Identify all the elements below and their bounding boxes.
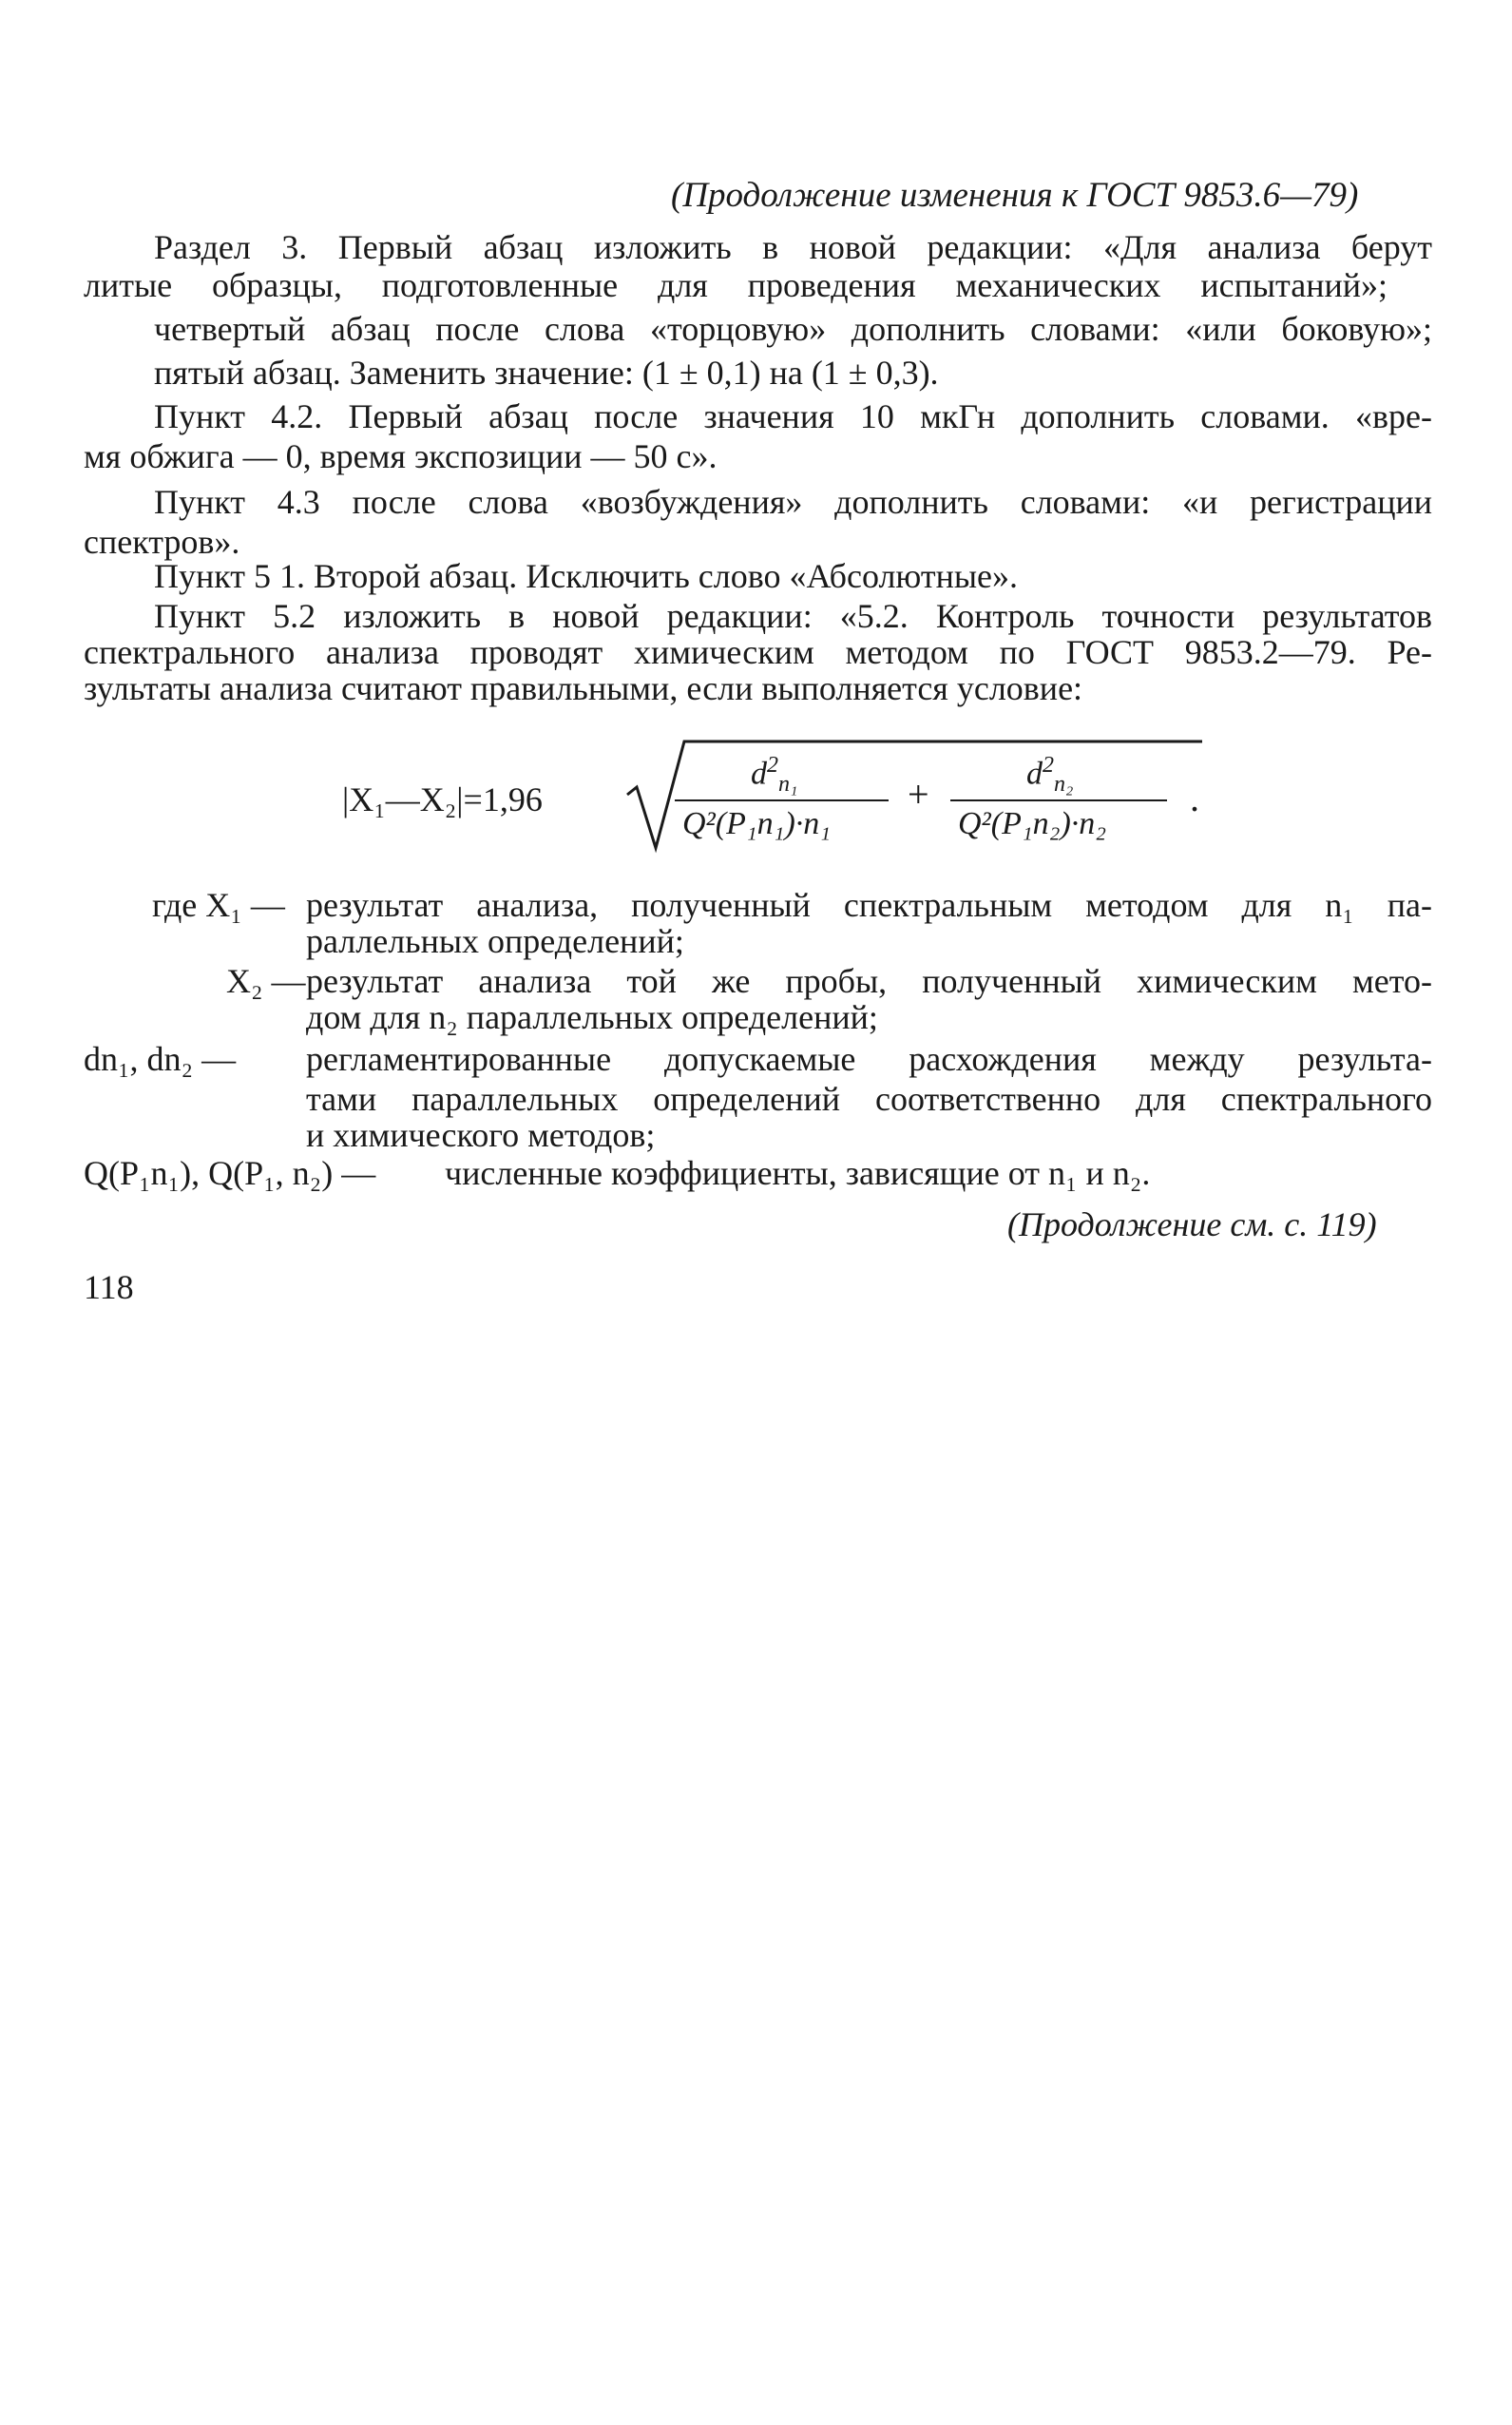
definition-term: X₂ — [226, 962, 306, 1000]
paragraph-line: четвертый абзац после слова «торцовую» дополнить словами: «или боковую»; [154, 310, 1432, 348]
paragraph-line: Пункт 5.2 изложить в новой редакции: «5.2. Контроль точности результатов [154, 597, 1432, 635]
paragraph-line: спектрального анализа проводят химическим методом по ГОСТ 9853.2—79. Ре- [84, 633, 1432, 671]
formula-lhs: |X₁—X₂|=1,96 [342, 780, 543, 818]
paragraph-line: Пункт 5 1. Второй абзац. Исключить слово «Абсолютные». [154, 557, 1019, 595]
definition-term: dn₁, dn₂ — [84, 1040, 237, 1078]
page-number: 118 [84, 1268, 134, 1306]
paragraph-line: Пункт 4.2. Первый абзац после значения 10 мкГн дополнить словами. «вре- [154, 397, 1432, 435]
paragraph-line: спектров». [84, 523, 240, 561]
definition-term: Q(P₁n₁), Q(P₁, n₂) — [84, 1154, 376, 1192]
definition-line: численные коэффициенты, зависящие от n₁ и n₂. [445, 1154, 1151, 1192]
formula-end-dot: . [1190, 777, 1199, 819]
definition-line: дом для n₂ параллельных определений; [306, 998, 878, 1036]
paragraph-line: зультаты анализа считают правильными, если выполняется условие: [84, 669, 1083, 707]
paragraph-line: мя обжига — 0, время экспозиции — 50 с». [84, 437, 718, 475]
paragraph-line: Пункт 4.3 после слова «возбуждения» дополнить словами: «и регистрации [154, 483, 1432, 521]
formula-block [342, 732, 1226, 865]
plus-sign: + [908, 773, 929, 816]
definition-line: результат анализа, полученный спектральным методом для n₁ па- [306, 886, 1432, 924]
fraction1-numerator: $d^2_{n_1}$ [751, 753, 798, 798]
definition-line: результат анализа той же пробы, полученный химическим мето- [306, 962, 1432, 1000]
definition-line: тами параллельных определений соответственно для спектрального [306, 1080, 1432, 1118]
definition-line: и химического методов; [306, 1116, 656, 1154]
definition-term: где X₁ — [152, 886, 285, 924]
sqrt-sign [342, 732, 1226, 865]
paragraph-line: литые образцы, подготовленные для проведения механических испытаний»; [84, 266, 1388, 304]
fraction2-denominator: Q²(P₁n₂)·n₂ [958, 806, 1107, 841]
fraction2-numerator: $d^2_{n_2}$ [1026, 753, 1074, 798]
paragraph-line: Раздел 3. Первый абзац изложить в новой редакции: «Для анализа берут [154, 228, 1432, 266]
page-header: (Продолжение изменения к ГОСТ 9853.6—79) [671, 176, 1359, 215]
definition-line: регламентированные допускаемые расхождения между результа- [306, 1040, 1432, 1078]
fraction1-denominator: Q²(P₁n₁)·n₁ [682, 806, 832, 841]
definition-line: раллельных определений; [306, 922, 684, 960]
continuation-note: (Продолжение см. с. 119) [1007, 1205, 1377, 1243]
paragraph-line: пятый абзац. Заменить значение: (1 ± 0,1) на (1 ± 0,3). [154, 354, 939, 392]
